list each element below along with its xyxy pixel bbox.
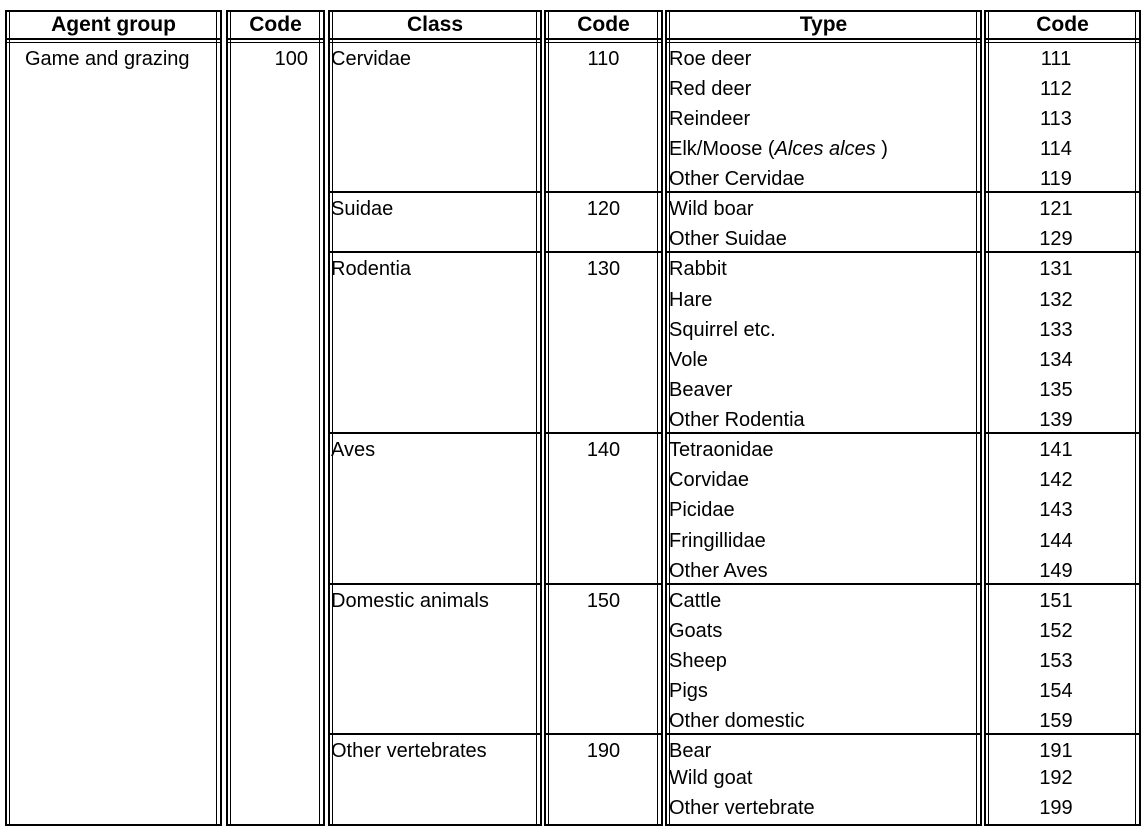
type-name: Vole <box>669 349 708 371</box>
column-border <box>1139 10 1141 826</box>
class-separator <box>984 583 1141 585</box>
class-name: Suidae <box>331 198 394 220</box>
type-name: Roe deer <box>669 48 752 70</box>
type-code: 113 <box>1040 108 1072 130</box>
column-border <box>230 10 231 826</box>
class-code: 150 <box>586 590 621 612</box>
header-bottom-border <box>984 42 1141 43</box>
header-bottom-border <box>226 38 325 40</box>
type-code: 129 <box>1039 228 1073 250</box>
class-separator <box>544 191 663 193</box>
class-separator <box>544 733 663 735</box>
column-border <box>976 10 977 826</box>
header-bottom-border <box>226 42 325 43</box>
column-border <box>665 10 667 826</box>
type-name <box>669 137 888 161</box>
type-name: Other Aves <box>669 560 768 582</box>
type-code: 159 <box>1039 710 1073 732</box>
type-name: Hare <box>669 289 713 311</box>
column-border <box>9 10 10 826</box>
type-code: 135 <box>1039 379 1073 401</box>
column-border <box>220 10 222 826</box>
table-bottom-border <box>665 824 982 826</box>
header-bottom-border <box>984 38 1141 40</box>
column-border <box>5 10 7 826</box>
class-code: 130 <box>586 258 621 280</box>
type-code: 121 <box>1039 198 1073 220</box>
column-border <box>980 10 982 826</box>
type-name: Corvidae <box>669 469 750 491</box>
class-separator <box>665 191 982 193</box>
class-code: 110 <box>587 48 620 70</box>
type-name: Other vertebrate <box>669 797 815 819</box>
class-separator <box>984 733 1141 735</box>
type-code: 192 <box>1039 767 1073 789</box>
type-code: 154 <box>1039 680 1073 702</box>
agent-group-name: Game and grazing <box>25 48 190 70</box>
table-bottom-border <box>5 824 222 826</box>
header-type-code: Code <box>1036 13 1089 36</box>
type-code: 144 <box>1039 530 1073 552</box>
type-name: Rabbit <box>669 258 727 280</box>
header-agent-group: Agent group <box>51 13 176 36</box>
header-bottom-border <box>328 38 542 40</box>
type-code: 149 <box>1039 560 1073 582</box>
table-bottom-border <box>544 824 663 826</box>
type-name-part: Elk/Moose ( <box>669 138 775 160</box>
header-agent-code: Code <box>249 13 302 36</box>
type-name: Sheep <box>669 650 727 672</box>
type-code: 111 <box>1040 48 1072 70</box>
column-border <box>216 10 217 826</box>
class-separator <box>544 583 663 585</box>
header-bottom-border <box>665 38 982 40</box>
type-code: 199 <box>1039 797 1073 819</box>
type-name: Other Cervidae <box>669 168 805 190</box>
table-bottom-border <box>226 824 325 826</box>
class-code: 120 <box>586 198 621 220</box>
column-border <box>661 10 663 826</box>
type-name: Goats <box>669 620 723 642</box>
header-top-border <box>544 10 663 12</box>
header-bottom-border <box>544 38 663 40</box>
column-border <box>328 10 330 826</box>
type-name: Red deer <box>669 78 752 100</box>
agent-group-code: 100 <box>274 48 308 70</box>
type-name: Other domestic <box>669 710 805 732</box>
type-name: Beaver <box>669 379 733 401</box>
class-separator <box>328 733 542 735</box>
type-name: Wild goat <box>669 767 753 789</box>
class-separator <box>984 191 1141 193</box>
class-name: Cervidae <box>331 48 412 70</box>
column-border <box>536 10 537 826</box>
type-name: Squirrel etc. <box>669 319 776 341</box>
class-separator <box>328 583 542 585</box>
header-top-border <box>226 10 325 12</box>
column-border <box>548 10 549 826</box>
type-name: Picidae <box>669 499 735 521</box>
type-name: Other Rodentia <box>669 409 805 431</box>
column-border <box>1135 10 1136 826</box>
type-code: 191 <box>1039 740 1073 762</box>
table-bottom-border <box>984 824 1141 826</box>
type-code: 152 <box>1039 620 1073 642</box>
type-name: Other Suidae <box>669 228 787 250</box>
type-name: Pigs <box>669 680 708 702</box>
type-code: 132 <box>1039 289 1073 311</box>
class-separator <box>665 251 982 253</box>
class-separator <box>665 583 982 585</box>
header-top-border <box>665 10 982 12</box>
header-type: Type <box>799 13 848 36</box>
class-separator <box>328 251 542 253</box>
header-bottom-border <box>544 42 663 43</box>
class-name: Aves <box>331 439 376 461</box>
class-separator <box>544 251 663 253</box>
column-border <box>319 10 320 826</box>
column-border <box>332 10 333 826</box>
header-class-code: Code <box>577 13 630 36</box>
type-name-part: ) <box>875 138 888 160</box>
type-code: 151 <box>1039 590 1073 612</box>
column-border <box>540 10 542 826</box>
type-scientific-name: Alces alces <box>774 138 876 160</box>
class-code: 190 <box>586 740 621 762</box>
type-name: Tetraonidae <box>669 439 774 461</box>
header-bottom-border <box>5 38 222 40</box>
type-code: 142 <box>1039 469 1073 491</box>
type-code: 131 <box>1039 258 1073 280</box>
type-code: 134 <box>1039 349 1073 371</box>
header-bottom-border <box>665 42 982 43</box>
header-bottom-border <box>5 42 222 43</box>
type-code: 141 <box>1039 439 1073 461</box>
class-separator <box>328 432 542 434</box>
column-border <box>657 10 658 826</box>
header-class: Class <box>406 13 464 36</box>
type-name: Reindeer <box>669 108 751 130</box>
type-name: Cattle <box>669 590 722 612</box>
class-separator <box>665 432 982 434</box>
type-code: 139 <box>1039 409 1073 431</box>
type-code: 133 <box>1039 319 1073 341</box>
class-separator <box>544 432 663 434</box>
type-name: Wild boar <box>669 198 754 220</box>
header-bottom-border <box>328 42 542 43</box>
header-top-border <box>984 10 1141 12</box>
class-separator <box>328 191 542 193</box>
type-code: 153 <box>1039 650 1073 672</box>
class-name: Rodentia <box>331 258 412 280</box>
class-separator <box>984 251 1141 253</box>
class-code: 140 <box>586 439 621 461</box>
column-border <box>226 10 228 826</box>
type-code: 112 <box>1040 78 1072 100</box>
table-bottom-border <box>328 824 542 826</box>
class-name: Other vertebrates <box>331 740 487 762</box>
class-separator <box>984 432 1141 434</box>
column-border <box>323 10 325 826</box>
column-border <box>544 10 546 826</box>
class-name: Domestic animals <box>331 590 489 612</box>
header-top-border <box>328 10 542 12</box>
header-top-border <box>5 10 222 12</box>
type-code: 119 <box>1040 168 1072 190</box>
class-separator <box>665 733 982 735</box>
type-code: 114 <box>1040 138 1072 160</box>
type-name: Fringillidae <box>669 530 766 552</box>
type-code: 143 <box>1039 499 1073 521</box>
type-name: Bear <box>669 740 712 762</box>
